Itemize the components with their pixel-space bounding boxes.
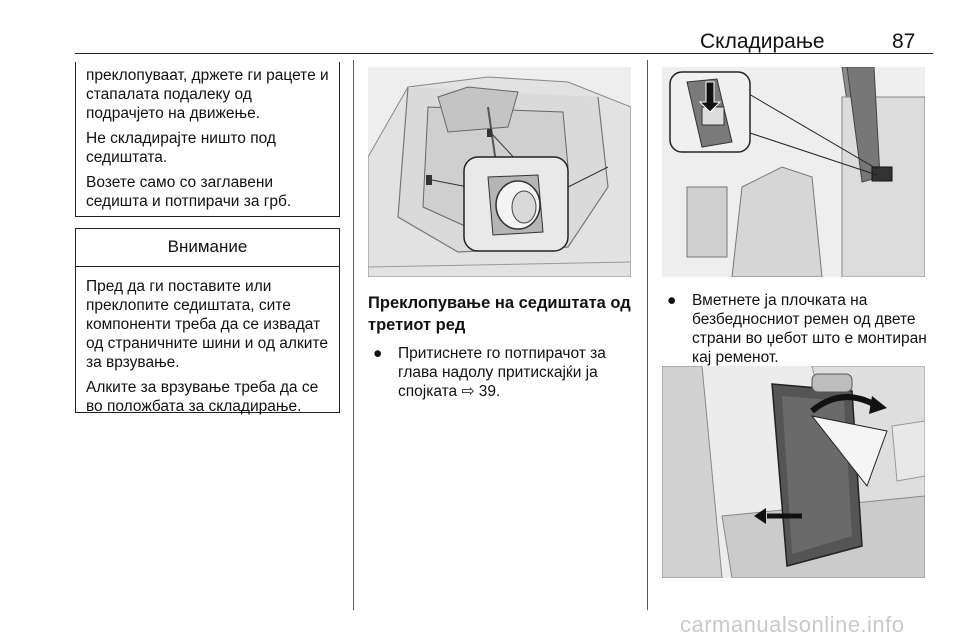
- warning-paragraph: Алките за врзување треба да се во положбата за складирање.: [86, 379, 319, 415]
- section-heading: Преклопување на седиштата од третиот ред: [368, 294, 631, 334]
- page-reference-number: 39.: [478, 383, 501, 400]
- figure-belt-plate-closeup: [662, 67, 925, 277]
- column-separator-1: [353, 60, 354, 610]
- bullet-symbol: ●: [667, 292, 677, 309]
- column-separator-2: [647, 60, 648, 610]
- page-number: 87: [892, 30, 916, 53]
- figure-headrest-latch: [368, 67, 631, 277]
- warning-paragraph: Пред да ги поставите или преклопите седиштата, сите компоненти треба да се извадат од страничните шини и од алките за врзување.: [86, 278, 328, 371]
- note-paragraph: преклопуваат, држете ги рацете и стапалата подалеку од подрачјето на движење.: [86, 67, 329, 122]
- page-reference-icon: ⇨: [461, 383, 475, 400]
- note-box: [75, 62, 340, 217]
- warning-box: [75, 228, 340, 413]
- warning-heading: Внимание: [76, 229, 339, 267]
- bullet-symbol: ●: [373, 345, 383, 362]
- note-paragraph: Возете само со заглавени седишта и потпирачи за грб.: [86, 174, 292, 210]
- bullet-text: Притиснете го потпирачот за глава надолу притискајќи ја спојката: [398, 345, 606, 400]
- figure-seatback-fold: [662, 366, 925, 578]
- running-header-title: Складирање: [700, 30, 825, 53]
- header-rule: [75, 53, 933, 54]
- bullet-text: Вметнете ја плочката на безбедносниот ремен од двете страни во џебот што е монтиран кај ременот.: [692, 292, 927, 366]
- note-paragraph: Не складирајте ништо под седиштата.: [86, 130, 276, 166]
- watermark: carmanualsonline.info: [680, 612, 905, 637]
